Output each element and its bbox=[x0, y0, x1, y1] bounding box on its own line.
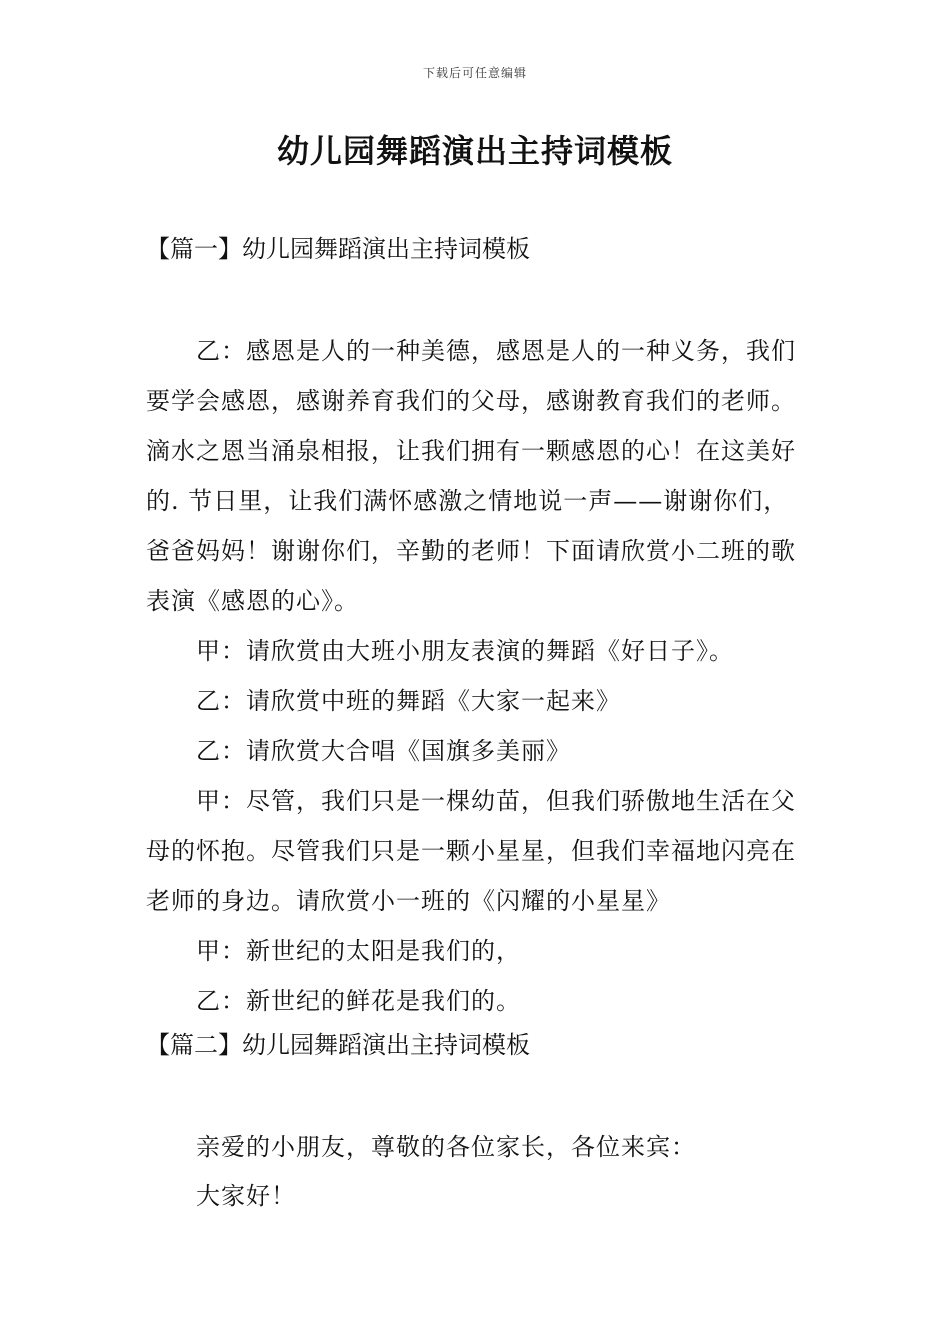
section-heading-1: 【篇一】幼儿园舞蹈演出主持词模板 bbox=[146, 235, 530, 263]
paragraph: 甲：新世纪的太阳是我们的， bbox=[196, 937, 521, 965]
paragraph: 甲：尽管，我们只是一棵幼苗，但我们骄傲地生活在父母的怀抱。尽管我们只是一颗小星星，但我们幸福地闪亮在老师的身边。请欣赏小一班的《闪耀的小星星》 bbox=[146, 787, 796, 915]
header-note: 下载后可任意编辑 bbox=[422, 66, 527, 80]
greeting-line: 大家好！ bbox=[196, 1182, 296, 1210]
section-1-body bbox=[146, 326, 808, 1026]
paragraph: 乙：新世纪的鲜花是我们的。 bbox=[196, 987, 521, 1015]
paragraph: 乙：感恩是人的一种美德，感恩是人的一种义务，我们要学会感恩，感谢养育我们的父母，感谢教育我们的老师。滴水之恩当涌泉相报，让我们拥有一颗感恩的心！在这美好的. 节日里，让我们满怀感激之情地说一声——谢谢你们，爸爸妈妈！谢谢你们，辛勤的老师！下面请欣赏小二班的歌表演《感恩的心》。 bbox=[146, 337, 796, 615]
document-title: 幼儿园舞蹈演出主持词模板 bbox=[276, 132, 673, 170]
paragraph: 乙：请欣赏中班的舞蹈《大家一起来》 bbox=[196, 687, 621, 715]
paragraph: 乙：请欣赏大合唱《国旗多美丽》 bbox=[196, 737, 571, 765]
paragraph: 甲：请欣赏由大班小朋友表演的舞蹈《好日子》。 bbox=[196, 637, 734, 665]
section-heading-2: 【篇二】幼儿园舞蹈演出主持词模板 bbox=[146, 1031, 530, 1059]
greeting-line: 亲爱的小朋友，尊敬的各位家长，各位来宾： bbox=[196, 1133, 696, 1161]
